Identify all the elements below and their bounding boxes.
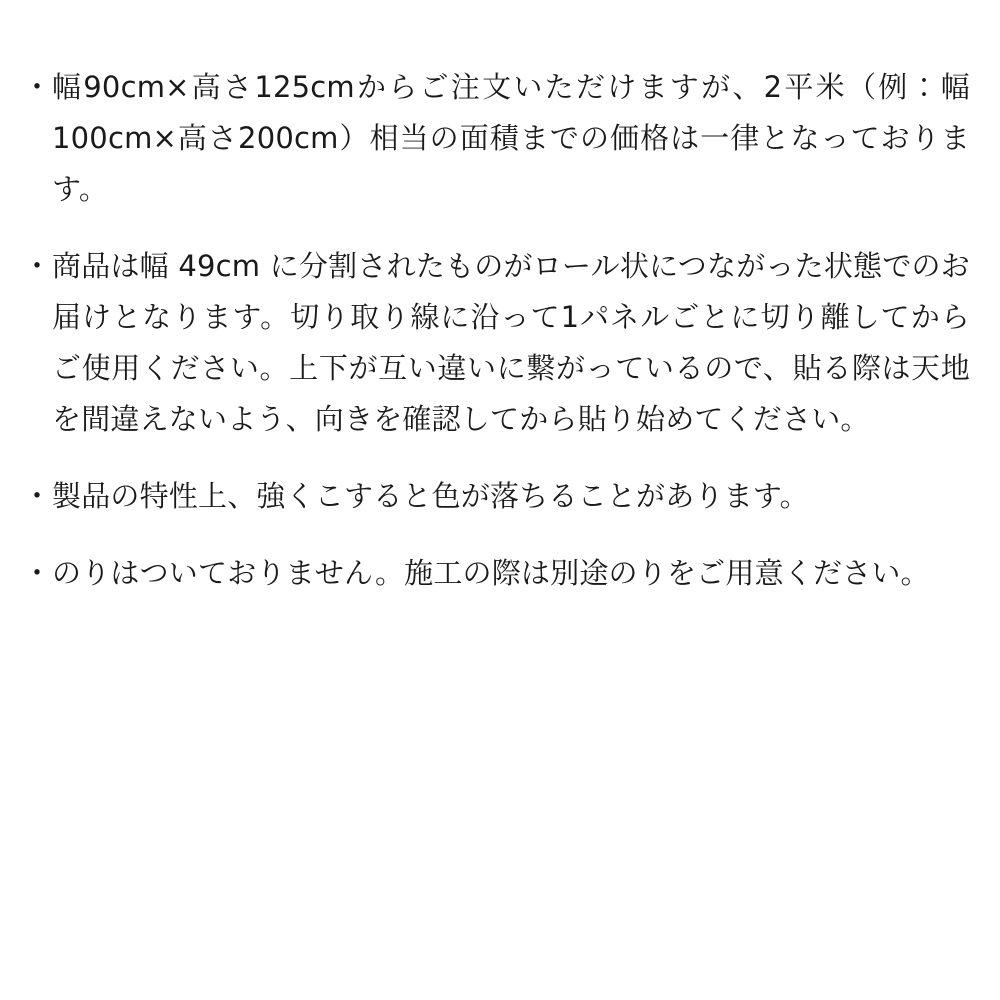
list-item [22, 548, 970, 599]
bullet-icon: ・ [22, 70, 52, 104]
bullet-icon: ・ [22, 249, 52, 283]
note-text: 商品は幅 49cm に分割されたものがロール状につながった状態でのお届けとなります。切り取り線に沿って1パネルごとに切り離してからご使用ください。上下が互い違いに繋がっているので、貼る際は天地を間違えないよう、向きを確認してから貼り始めてください。 [52, 249, 970, 436]
bullet-icon: ・ [22, 556, 52, 590]
bottom-whitespace [22, 625, 970, 626]
list-item [22, 471, 970, 522]
bullet-icon: ・ [22, 479, 52, 513]
note-text: 幅90cm×高さ125cmからご注文いただけますが、2平米（例：幅100cm×高さ200cm）相当の面積までの価格は一律となっております。 [52, 70, 970, 206]
list-item [22, 62, 970, 215]
note-text: のりはついておりません。施工の際は別途のりをご用意ください。 [52, 556, 930, 590]
list-item [22, 241, 970, 445]
note-text: 製品の特性上、強くこすると色が落ちることがあります。 [52, 479, 809, 513]
product-notes-list [22, 62, 970, 599]
